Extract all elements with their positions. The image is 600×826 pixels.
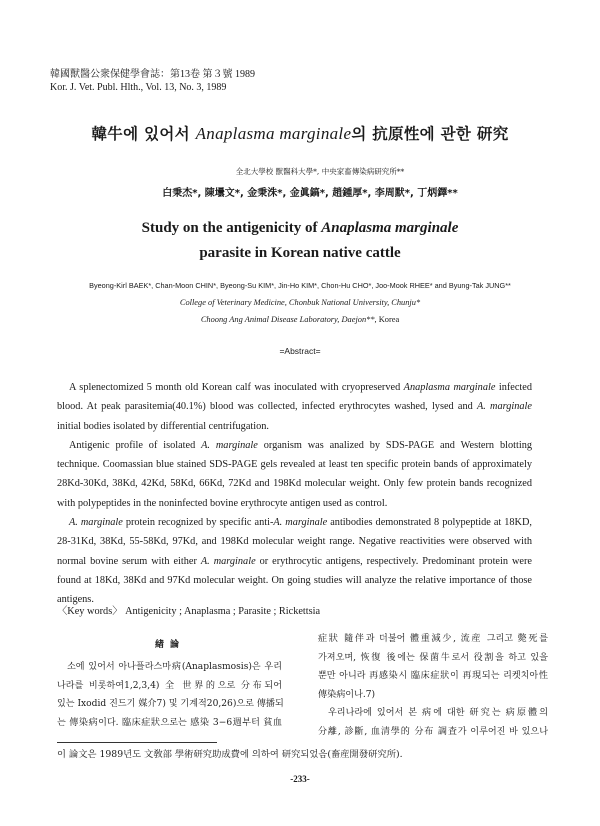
english-authors: Byeong-Kirl BAEK*, Chan-Moon CHIN*, Byeong-Su KIM*, Jin-Ho KIM*, Chon-Hu CHO*, Joo-Mook RHEE* and Byung-Tak JUNG** xyxy=(89,281,511,290)
species-name: Anaplasma marginale xyxy=(403,382,496,393)
species-name: A. marginale xyxy=(476,401,532,413)
page-number: -233- xyxy=(290,774,310,784)
species-name: A. marginale xyxy=(200,555,256,567)
affiliation-second-name: Choong Ang Animal Disease Laboratory, Daejon** xyxy=(200,315,375,324)
english-title-line2: parasite in Korean native cattle xyxy=(199,245,401,261)
abstract-body xyxy=(57,378,532,610)
text: A splenectomized 5 month old Korean calf was inoculated with cryopreserved xyxy=(69,382,404,393)
english-title-species: Anaplasma marginale xyxy=(321,220,459,236)
text: Antigenic profile of isolated xyxy=(69,439,202,451)
keywords: 〈Key words〉 Antigenicity ; Anaplasma ; Parasite ; Rickettsia xyxy=(57,606,321,617)
text: infected blood. At peak parasitemia(40.1%) blood was collected, infected erythrocytes washed, lysed and xyxy=(57,382,533,413)
text: antibodies demonstrated 8 polypeptide at 18KD, 28-31Kd, 38Kd, 55-58Kd, 97Kd, and 198Kd molecular weight range. Negative reactivities were observed with normal bovine serum with either xyxy=(57,517,532,567)
affiliation-second xyxy=(0,315,600,324)
affiliation-first: College of Veterinary Medicine, Chonbuk National University, Chunju* xyxy=(179,298,421,307)
affiliation-second-country: , Korea xyxy=(374,315,400,324)
abstract-paragraph-3 xyxy=(57,513,532,609)
footnote: 이 論文은 1989년도 文敎部 學術研究助成費에 의하여 研究되었음(畜産開發研究所). xyxy=(57,749,403,760)
intro-line: 뿐만 아니라 再感染시 臨床症狀이 再現되는 리켓치아性 xyxy=(318,671,548,682)
intro-line: 分離, 診斷, 血清學的 分布 調査가 이루어진 바 있으나 xyxy=(318,726,548,737)
journal-header xyxy=(50,68,255,94)
journal-english-line: Kor. J. Vet. Publ. Hlth., Vol. 13, No. 3, 1989 xyxy=(50,82,227,93)
intro-line: 가져오며, 恢復 後에는 保菌牛로서 役割을 하고 있을 xyxy=(318,652,548,663)
english-title-prefix: Study on the antigenicity of xyxy=(141,220,322,236)
intro-line: 나라를 비롯하여1,2,3,4) 全 世界的으로 分布되어 xyxy=(57,680,282,691)
introduction-heading: 緖論 xyxy=(155,640,186,650)
text: protein recognized by specific anti- xyxy=(122,517,274,529)
korean-title xyxy=(0,122,600,144)
text: or erythrocytic antigens, respectively. Predominant protein were found at 18Kd, 38Kd and 97Kd molecular weight. On going studies will analyze the relative importance of those antigens. xyxy=(57,555,532,606)
korean-title-species: Anaplasma marginale xyxy=(195,124,352,143)
intro-line: 는 傳染病이다. 臨床症狀으로는 感染 3−6週부터 貧血 xyxy=(57,717,282,728)
intro-line: 症狀 隨伴과 더불어 體重減少, 流産 그리고 斃死를 xyxy=(318,634,548,644)
english-title xyxy=(0,216,600,266)
korean-title-prefix: 韓牛에 있어서 xyxy=(91,124,196,143)
intro-line: 우리나라에 있어서 본 病에 대한 研究는 病原體의 xyxy=(328,708,548,719)
korean-authors: 白秉杰*, 陳壜文*, 金秉洙*, 金眞鎬*, 趙鍾厚*, 李周默*, 丁炳鐸** xyxy=(162,188,458,199)
korean-title-suffix: 의 抗原性에 관한 研究 xyxy=(351,124,509,143)
korean-affiliation: 全北大學校 獸醫科大學*, 中央家畜傳染病研究所** xyxy=(235,167,405,176)
species-name: A. marginale xyxy=(69,517,123,529)
abstract-paragraph-2 xyxy=(57,436,532,513)
intro-line: 있는 Ixodid 진드기 媒介7) 및 기계적20,26)으로 傳播되 xyxy=(57,699,284,710)
journal-korean-line: 韓國獸醫公衆保健學會誌：第13卷 第３號 1989 xyxy=(50,69,255,80)
species-name: A. marginale xyxy=(201,439,258,451)
species-name: A. marginale xyxy=(273,517,328,529)
introduction-left-column xyxy=(57,658,282,732)
english-title-line1 xyxy=(0,216,600,241)
text: initial bodies isolated by differential centrifugation. xyxy=(57,420,269,432)
text: organism was analized by SDS-PAGE and Western blotting technique. Coomassian blue stained SDS-PAGE gels revealed at least ten specific protein bands of approximately 28Kd-30Kd, 38Kd, 42Kd, 58Kd, 66Kd, 72Kd and 198Kd molecular weight. Only few protein bands recognized with polypeptides in the noninfected bovine erythrocyte antigen used as control. xyxy=(57,439,532,509)
intro-line: 소에 있어서 아나플라스마病(Anaplasmosis)은 우리 xyxy=(67,662,282,672)
abstract-paragraph-1 xyxy=(57,378,532,436)
abstract-heading: =Abstract= xyxy=(279,346,321,356)
footnote-divider xyxy=(57,742,217,743)
intro-line: 傳染病이나.7) xyxy=(318,689,376,700)
introduction-right-column xyxy=(318,630,548,742)
